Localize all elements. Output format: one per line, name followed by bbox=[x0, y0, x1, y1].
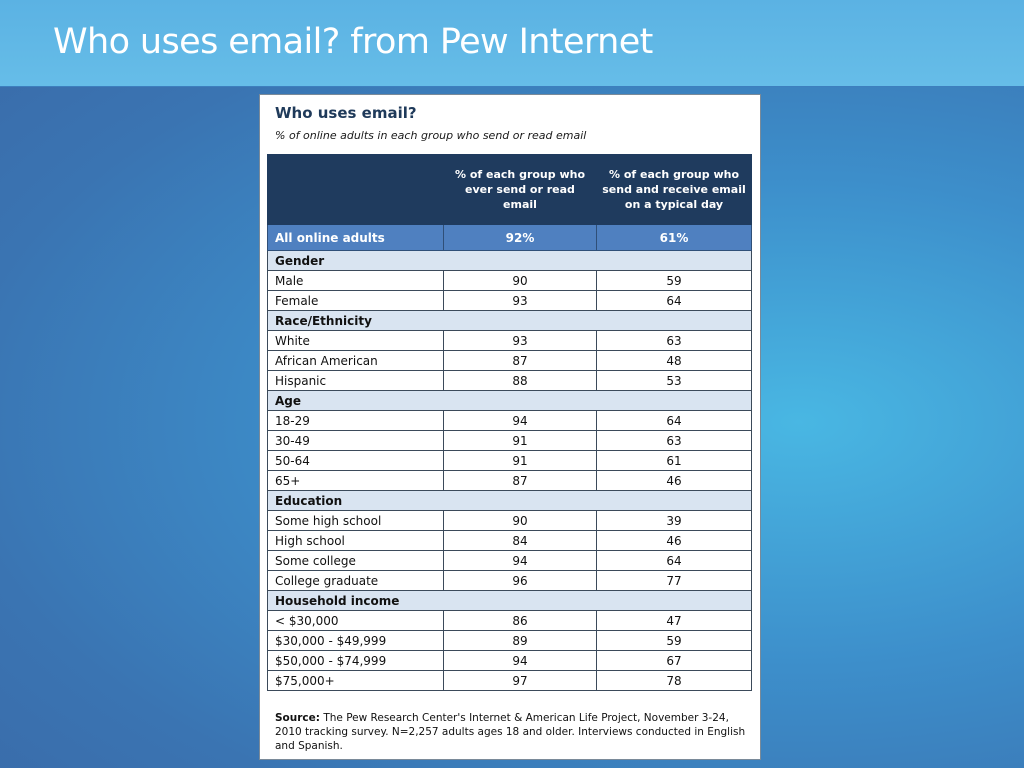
row-label: Some college bbox=[268, 551, 444, 571]
table-title: Who uses email? bbox=[275, 104, 417, 122]
cell-ever: 90 bbox=[444, 271, 597, 291]
cell-typical: 77 bbox=[597, 571, 752, 591]
table-row bbox=[268, 571, 752, 591]
cell-ever: 87 bbox=[444, 471, 597, 491]
cell-typical: 78 bbox=[597, 671, 752, 691]
row-label: $50,000 - $74,999 bbox=[268, 651, 444, 671]
cell-typical: 67 bbox=[597, 651, 752, 671]
row-label: $30,000 - $49,999 bbox=[268, 631, 444, 651]
cell-typical: 64 bbox=[597, 291, 752, 311]
source-note bbox=[275, 711, 747, 753]
source-label: Source: bbox=[275, 712, 320, 724]
cell-ever: 92% bbox=[444, 225, 597, 251]
email-usage-table bbox=[267, 154, 752, 691]
cell-typical: 48 bbox=[597, 351, 752, 371]
cell-ever: 89 bbox=[444, 631, 597, 651]
group-label: Household income bbox=[268, 591, 752, 611]
cell-ever: 97 bbox=[444, 671, 597, 691]
table-row bbox=[268, 331, 752, 351]
row-label: White bbox=[268, 331, 444, 351]
cell-typical: 59 bbox=[597, 271, 752, 291]
cell-ever: 88 bbox=[444, 371, 597, 391]
table-row bbox=[268, 351, 752, 371]
row-label: Female bbox=[268, 291, 444, 311]
table-row bbox=[268, 631, 752, 651]
table-row bbox=[268, 511, 752, 531]
cell-typical: 64 bbox=[597, 411, 752, 431]
group-header-row bbox=[268, 391, 752, 411]
table-header-row bbox=[268, 155, 752, 225]
cell-ever: 94 bbox=[444, 551, 597, 571]
cell-typical: 61 bbox=[597, 451, 752, 471]
cell-typical: 63 bbox=[597, 331, 752, 351]
cell-ever: 86 bbox=[444, 611, 597, 631]
cell-ever: 90 bbox=[444, 511, 597, 531]
table-row bbox=[268, 671, 752, 691]
row-label: Male bbox=[268, 271, 444, 291]
table-row bbox=[268, 651, 752, 671]
table-row bbox=[268, 411, 752, 431]
cell-typical: 46 bbox=[597, 471, 752, 491]
group-header-row bbox=[268, 251, 752, 271]
row-label: College graduate bbox=[268, 571, 444, 591]
group-label: Gender bbox=[268, 251, 752, 271]
cell-typical: 63 bbox=[597, 431, 752, 451]
cell-ever: 94 bbox=[444, 411, 597, 431]
cell-ever: 91 bbox=[444, 431, 597, 451]
group-label: Race/Ethnicity bbox=[268, 311, 752, 331]
table-body bbox=[268, 225, 752, 691]
all-online-adults-row bbox=[268, 225, 752, 251]
table-row bbox=[268, 271, 752, 291]
cell-typical: 53 bbox=[597, 371, 752, 391]
header-blank bbox=[268, 155, 444, 225]
table-card bbox=[259, 94, 761, 760]
slide-title: Who uses email? from Pew Internet bbox=[53, 22, 653, 62]
row-label: Hispanic bbox=[268, 371, 444, 391]
cell-ever: 84 bbox=[444, 531, 597, 551]
row-label: Some high school bbox=[268, 511, 444, 531]
table-row bbox=[268, 471, 752, 491]
cell-typical: 39 bbox=[597, 511, 752, 531]
group-label: Education bbox=[268, 491, 752, 511]
table-row bbox=[268, 551, 752, 571]
table-subtitle: % of online adults in each group who send or read email bbox=[275, 129, 587, 142]
cell-ever: 93 bbox=[444, 291, 597, 311]
cell-ever: 96 bbox=[444, 571, 597, 591]
row-label: < $30,000 bbox=[268, 611, 444, 631]
table-row bbox=[268, 291, 752, 311]
header-typical: % of each group who send and receive email on a typical day bbox=[597, 155, 752, 225]
cell-ever: 93 bbox=[444, 331, 597, 351]
table-row bbox=[268, 371, 752, 391]
table-row bbox=[268, 531, 752, 551]
group-label: Age bbox=[268, 391, 752, 411]
row-label: 18-29 bbox=[268, 411, 444, 431]
row-label: African American bbox=[268, 351, 444, 371]
table-row bbox=[268, 431, 752, 451]
cell-typical: 46 bbox=[597, 531, 752, 551]
row-label: High school bbox=[268, 531, 444, 551]
row-label: 65+ bbox=[268, 471, 444, 491]
cell-ever: 87 bbox=[444, 351, 597, 371]
title-bar bbox=[0, 0, 1024, 87]
table-row bbox=[268, 451, 752, 471]
table-row bbox=[268, 611, 752, 631]
row-label: All online adults bbox=[268, 225, 444, 251]
cell-typical: 59 bbox=[597, 631, 752, 651]
group-header-row bbox=[268, 491, 752, 511]
group-header-row bbox=[268, 311, 752, 331]
source-text: The Pew Research Center's Internet & American Life Project, November 3-24, 2010 tracking survey. N=2,257 adults ages 18 and older. Interviews conducted in English and Spanish. bbox=[275, 712, 746, 752]
cell-typical: 64 bbox=[597, 551, 752, 571]
cell-typical: 61% bbox=[597, 225, 752, 251]
cell-ever: 91 bbox=[444, 451, 597, 471]
group-header-row bbox=[268, 591, 752, 611]
cell-typical: 47 bbox=[597, 611, 752, 631]
cell-ever: 94 bbox=[444, 651, 597, 671]
row-label: $75,000+ bbox=[268, 671, 444, 691]
row-label: 30-49 bbox=[268, 431, 444, 451]
row-label: 50-64 bbox=[268, 451, 444, 471]
header-ever: % of each group who ever send or read email bbox=[444, 155, 597, 225]
